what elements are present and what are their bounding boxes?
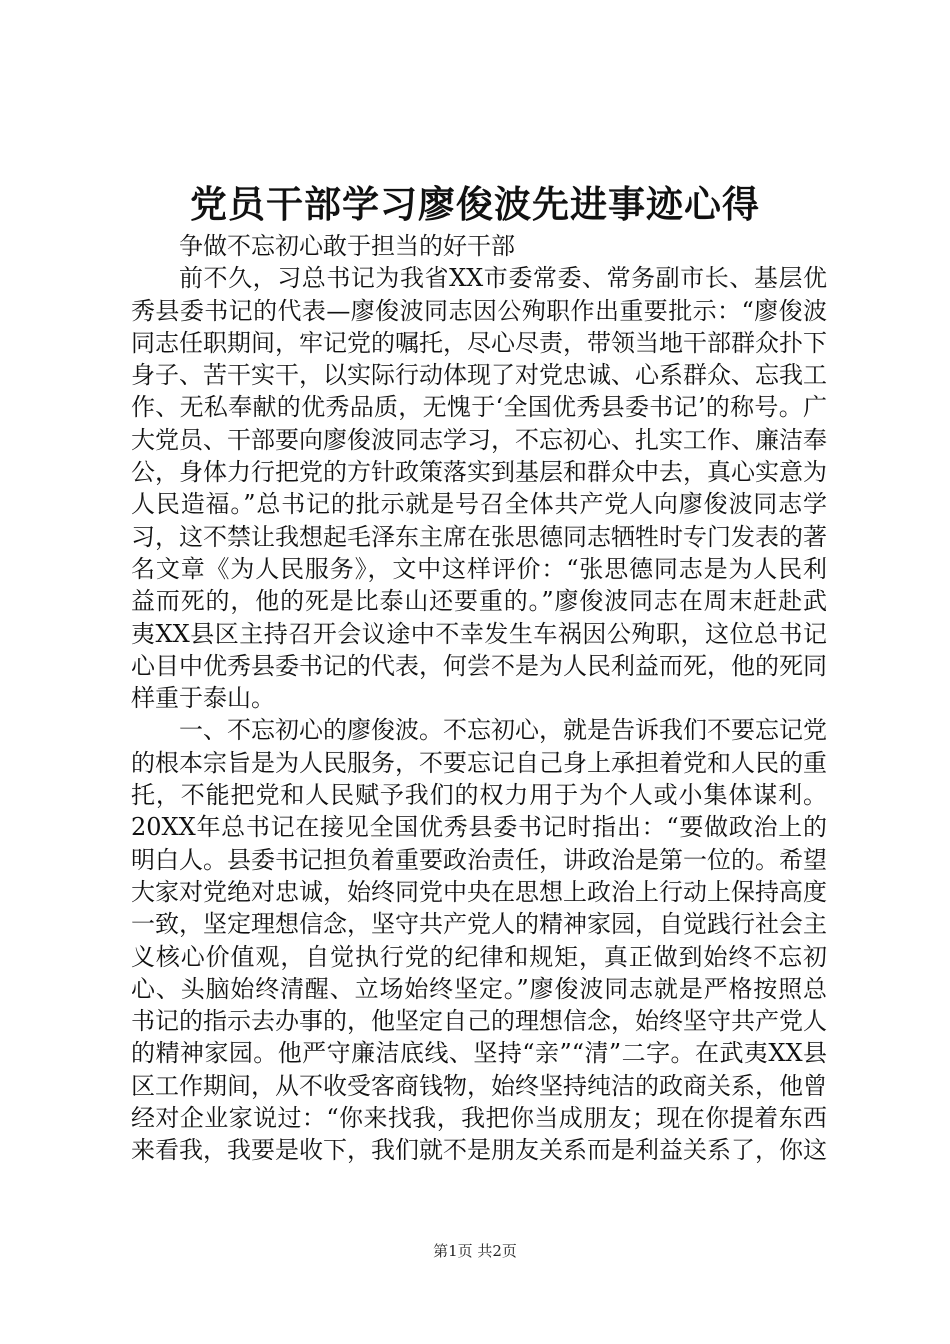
document-title: 党员干部学习廖俊波先进事迹心得 [190,183,760,226]
body-paragraph: 一、不忘初心的廖俊波。不忘初心，就是告诉我们不要忘记党的根本宗旨是为人民服务，不要忘记自己身上承担着党和人民的重托，不能把党和人民赋予我们的权力用于为个人或小集体谋利。20XX年总书记在接见全国优秀县委书记时指出：“要做政治上的明白人。县委书记担负着重要政治责任，讲政治是第一位的。希望大家对党绝对忠诚，始终同党中央在思想上政治上行动上保持高度一致，坚定理想信念，坚守共产党人的精神家园，自觉践行社会主义核心价值观，自觉执行党的纪律和规矩，真正做到始终不忘初心、头脑始终清醒、立场始终坚定。”廖俊波同志就是严格按照总书记的指示去办事的，他坚定自己的理想信念，始终坚守共产党人的精神家园。他严守廉洁底线、坚持“亲”“清”二字。在武夷XX县区工作期间，从不收受客商钱物，始终坚持纯洁的政商关系，他曾经对企业家说过：“你来找我，我把你当成朋友；现在你提着东西来看我，我要是收下，我们就不是朋友关系而是利益关系了，你这 [131,716,827,1165]
subtitle-paragraph: 争做不忘初心敢于担当的好干部 [179,232,515,260]
document-body [131,230,827,1167]
body-paragraph: 前不久，习总书记为我省XX市委常委、常务副市长、基层优秀县委书记的代表—廖俊波同志因公殉职作出重要批示：“廖俊波同志任职期间，牢记党的嘱托，尽心尽责，带领当地干部群众扑下身子、苦干实干，以实际行动体现了对党忠诚、心系群众、忘我工作、无私奉献的优秀品质，无愧于‘全国优秀县委书记’的称号。广大党员、干部要向廖俊波同志学习，不忘初心、扎实工作、廉洁奉公，身体力行把党的方针政策落实到基层和群众中去，真心实意为人民造福。”总书记的批示就是号召全体共产党人向廖俊波同志学习，这不禁让我想起毛泽东主席在张思德同志牺牲时专门发表的著名文章《为人民服务》，文中这样评价：“张思德同志是为人民利益而死的，他的死是比泰山还要重的。”廖俊波同志在周末赶赴武夷XX县区主持召开会议途中不幸发生车祸因公殉职，这位总书记心目中优秀县委书记的代表，何尝不是为人民利益而死，他的死同样重于泰山。 [131,264,827,713]
page-footer: 第1页 共2页 [433,1242,517,1260]
